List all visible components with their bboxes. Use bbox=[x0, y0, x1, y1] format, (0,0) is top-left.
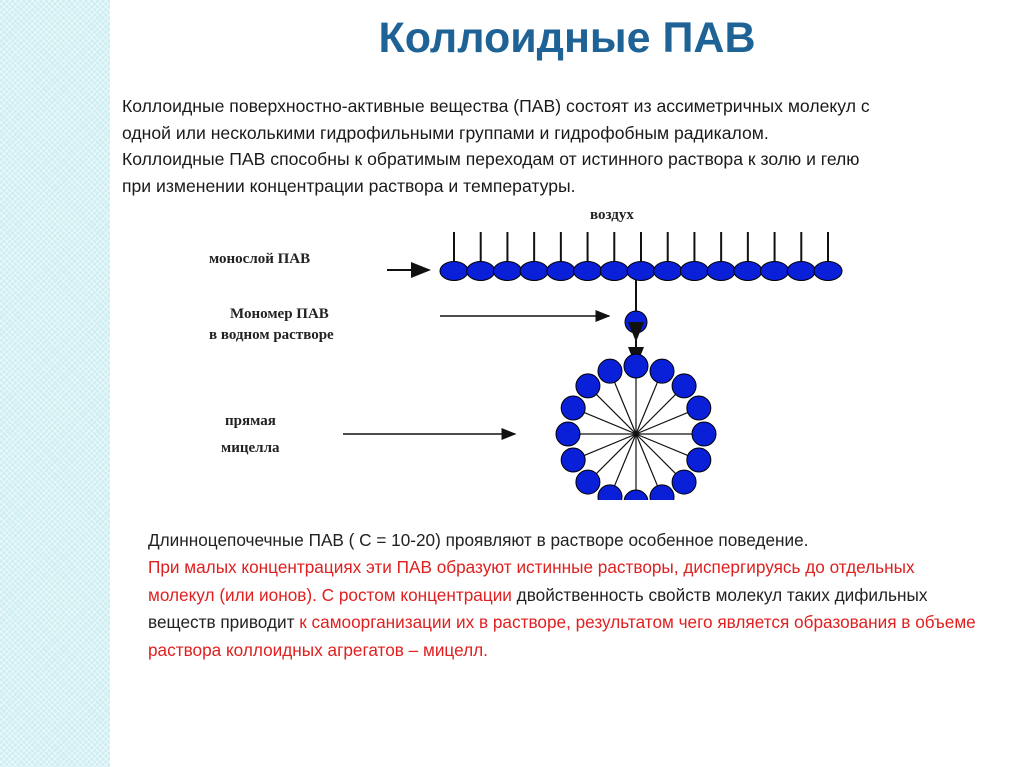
monolayer-head bbox=[467, 262, 495, 281]
micelle-head bbox=[672, 470, 696, 494]
intro-line-1: Коллоидные поверхностно-активные вещества (ПАВ) состоят из ассиметричных молекул с bbox=[122, 96, 870, 116]
monolayer-head bbox=[707, 262, 735, 281]
monolayer-head bbox=[627, 262, 655, 281]
intro-paragraph bbox=[122, 93, 1012, 199]
decorative-side-band bbox=[0, 0, 110, 767]
monolayer-head bbox=[654, 262, 682, 281]
bottom-text bbox=[148, 554, 978, 664]
bottom-paragraph bbox=[148, 527, 978, 664]
intro-line-3: Коллоидные ПАВ способны к обратимым переходам от истинного раствора к золю и гелю bbox=[122, 149, 860, 169]
micelle-head bbox=[576, 470, 600, 494]
monolayer-head bbox=[814, 262, 842, 281]
monomer-head bbox=[625, 311, 647, 333]
micelle-head bbox=[576, 374, 600, 398]
micelle-head bbox=[687, 448, 711, 472]
monolayer-head bbox=[600, 262, 628, 281]
micelle-label-line1: прямая bbox=[225, 413, 276, 429]
micelle-head bbox=[561, 396, 585, 420]
micelle-head bbox=[624, 354, 648, 378]
micelle-head bbox=[672, 374, 696, 398]
monomer-label-line2: в водном растворе bbox=[209, 327, 334, 343]
side-band-edge bbox=[110, 0, 113, 767]
monolayer-head bbox=[520, 262, 548, 281]
micelle-head bbox=[598, 485, 622, 500]
bottom-red-text-1: При малых концентрациях эти ПАВ образуют истинные растворы, диспергируясь до отдельных молекул (или ионов). С ростом концентрации bbox=[148, 557, 915, 605]
monolayer-label: монослой ПАВ bbox=[209, 251, 311, 267]
micelle-label-line2: мицелла bbox=[221, 440, 280, 456]
monolayer-head bbox=[761, 262, 789, 281]
surfactant-monolayer bbox=[440, 232, 842, 281]
micelle bbox=[556, 354, 716, 500]
air-label: воздух bbox=[590, 207, 634, 223]
monolayer-head bbox=[547, 262, 575, 281]
surfactant-diagram bbox=[195, 200, 855, 500]
micelle-head bbox=[692, 422, 716, 446]
micelle-head bbox=[650, 485, 674, 500]
micelle-head bbox=[624, 490, 648, 500]
micelle-head bbox=[687, 396, 711, 420]
intro-line-2: одной или несколькими гидрофильными группами и гидрофобным радикалом. bbox=[122, 122, 769, 143]
monolayer-head bbox=[493, 262, 521, 281]
micelle-head bbox=[598, 359, 622, 383]
intro-line-4: при изменении концентрации раствора и температуры. bbox=[122, 175, 576, 196]
monolayer-head bbox=[734, 262, 762, 281]
bottom-black-text: двойственность свойств молекул таких дифильных веществ приводит bbox=[148, 584, 928, 633]
monolayer-head bbox=[680, 262, 708, 281]
micelle-head bbox=[556, 422, 580, 446]
micelle-head bbox=[561, 448, 585, 472]
monolayer-head bbox=[574, 262, 602, 281]
micelle-center bbox=[634, 432, 639, 437]
page-title: Коллоидные ПАВ bbox=[378, 14, 756, 62]
bottom-red-text-2: к самоорганизации их в растворе, результатом чего является образования в объеме раствора коллоидных агрегатов – мицелл. bbox=[148, 612, 976, 660]
monolayer-head bbox=[787, 262, 815, 281]
micelle-head bbox=[650, 359, 674, 383]
bottom-line-1: Длинноцепочечные ПАВ ( С = 10-20) проявляют в растворе особенное поведение. bbox=[148, 530, 809, 550]
monomer-label-line1: Мономер ПАВ bbox=[230, 306, 329, 322]
monolayer-head bbox=[440, 262, 468, 281]
